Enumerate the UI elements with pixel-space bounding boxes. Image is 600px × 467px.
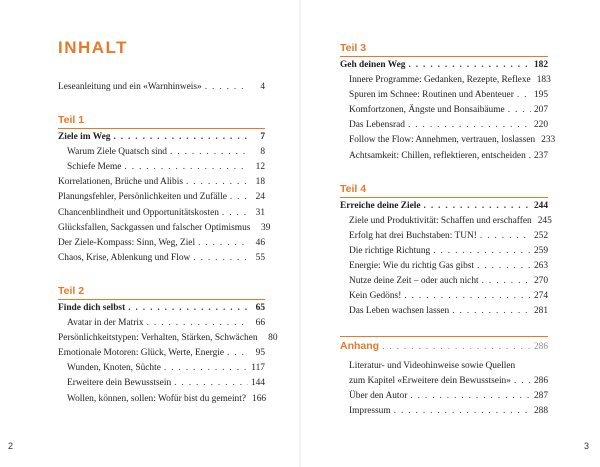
- toc-entry[interactable]: Das Lebensrad . . . 220: [340, 121, 548, 136]
- section-divider: [340, 197, 548, 198]
- toc-entry[interactable]: Persönlichkeitstypen: Verhalten, Stärken, Schwächen 80: [58, 333, 278, 344]
- toc-entry[interactable]: Erweitere dein Bewusstsein . . . 144: [58, 379, 265, 394]
- section-heading-teil-2: Teil 2: [58, 284, 85, 297]
- toc-entry-line: Literatur- und Videohinweise sowie Quellen: [349, 360, 516, 371]
- toc-entry[interactable]: zum Kapitel «Erweitere dein Bewusstsein» . . . 286: [340, 377, 548, 392]
- toc-entry[interactable]: Glücksfallen, Sackgassen und falscher Optimismus 39: [58, 222, 271, 233]
- toc-left: [58, 82, 278, 410]
- toc-entry[interactable]: Chancenblindheit und Opportunitätskosten . . . 31: [58, 209, 265, 224]
- toc-entry-chapter[interactable]: Erreiche deine Ziele . . . 244: [340, 202, 548, 217]
- page-number-right: 3: [584, 441, 590, 451]
- toc-entry-anhang[interactable]: Anhang . . . 286: [340, 341, 548, 356]
- section-heading-teil-4: Teil 4: [340, 182, 367, 195]
- toc-entry[interactable]: Innere Programme: Gedanken, Rezepte, Reflexe 183: [349, 75, 551, 86]
- toc-entry[interactable]: Impressum . . . 288: [340, 407, 548, 422]
- section-divider: [58, 128, 265, 129]
- section-divider: [340, 336, 548, 337]
- toc-entry-chapter[interactable]: Ziele im Weg . . . 7: [58, 133, 265, 148]
- section-divider: [340, 56, 548, 57]
- toc-right: [340, 40, 556, 422]
- toc-entry[interactable]: Nutze deine Zeit – oder auch nicht . . . 270: [340, 277, 548, 292]
- toc-entry-intro[interactable]: Leseanleitung und ein «Warnhinweis» . . . 4: [58, 83, 265, 98]
- toc-entry[interactable]: Spuren im Schnee: Routinen und Abenteuer . . . 195: [340, 91, 548, 106]
- toc-entry[interactable]: Das Leben wachsen lassen . . . 281: [340, 307, 548, 322]
- toc-entry[interactable]: Schiefe Meme . . . 12: [58, 163, 265, 178]
- toc-entry[interactable]: Korrelationen, Brüche und Alibis . . . 18: [58, 178, 265, 193]
- toc-entry-chapter[interactable]: Finde dich selbst . . . 65: [58, 304, 265, 319]
- page-number-left: 2: [8, 441, 14, 451]
- toc-entry-chapter[interactable]: Geh deinen Weg . . . 182: [340, 61, 548, 76]
- toc-entry[interactable]: Die richtige Richtung . . . 259: [340, 247, 548, 262]
- section-heading-teil-3: Teil 3: [340, 42, 367, 54]
- toc-entry[interactable]: Planungsfehler, Persönlichkeiten und Zufälle . . . 24: [58, 193, 265, 208]
- toc-entry[interactable]: Achtsamkeit: Chillen, reflektieren, entscheiden . . . 237: [340, 152, 548, 167]
- toc-entry[interactable]: Follow the Flow: Annehmen, vertrauen, loslassen 233: [349, 135, 556, 146]
- toc-entry[interactable]: Energie: Wie du richtig Gas gibst . . . 263: [340, 262, 548, 277]
- toc-entry[interactable]: Wollen, können, sollen: Wofür bist du gemeint? 166: [67, 393, 267, 404]
- section-divider: [58, 299, 265, 300]
- toc-entry[interactable]: Ziele und Produktivität: Schaffen und erschaffen 245: [349, 215, 552, 226]
- toc-entry[interactable]: Warum Ziele Quatsch sind . . . 8: [58, 148, 265, 163]
- toc-entry[interactable]: Der Ziele-Kompass: Sinn, Weg, Ziel . . . 46: [58, 239, 265, 254]
- toc-entry[interactable]: Komfortzonen, Ängste und Bonsaibäume . . . 207: [340, 106, 548, 121]
- contents-title: INHALT: [58, 38, 129, 57]
- toc-entry[interactable]: Chaos, Krise, Ablenkung und Flow . . . 55: [58, 254, 265, 269]
- toc-entry[interactable]: Über den Autor . . . 287: [340, 392, 548, 407]
- right-page: [300, 0, 600, 467]
- toc-entry[interactable]: Kein Gedöns! . . . 274: [340, 292, 548, 307]
- toc-entry[interactable]: Erfolg hat drei Buchstaben: TUN! . . . 252: [340, 232, 548, 247]
- toc-entry[interactable]: Wunden, Knoten, Süchte . . . 117: [58, 364, 265, 379]
- toc-entry[interactable]: Avatar in der Matrix . . . 66: [58, 319, 265, 334]
- section-heading-teil-1: Teil 1: [58, 114, 85, 127]
- toc-entry[interactable]: Emotionale Motoren: Glück, Werte, Energie . . . 95: [58, 349, 265, 364]
